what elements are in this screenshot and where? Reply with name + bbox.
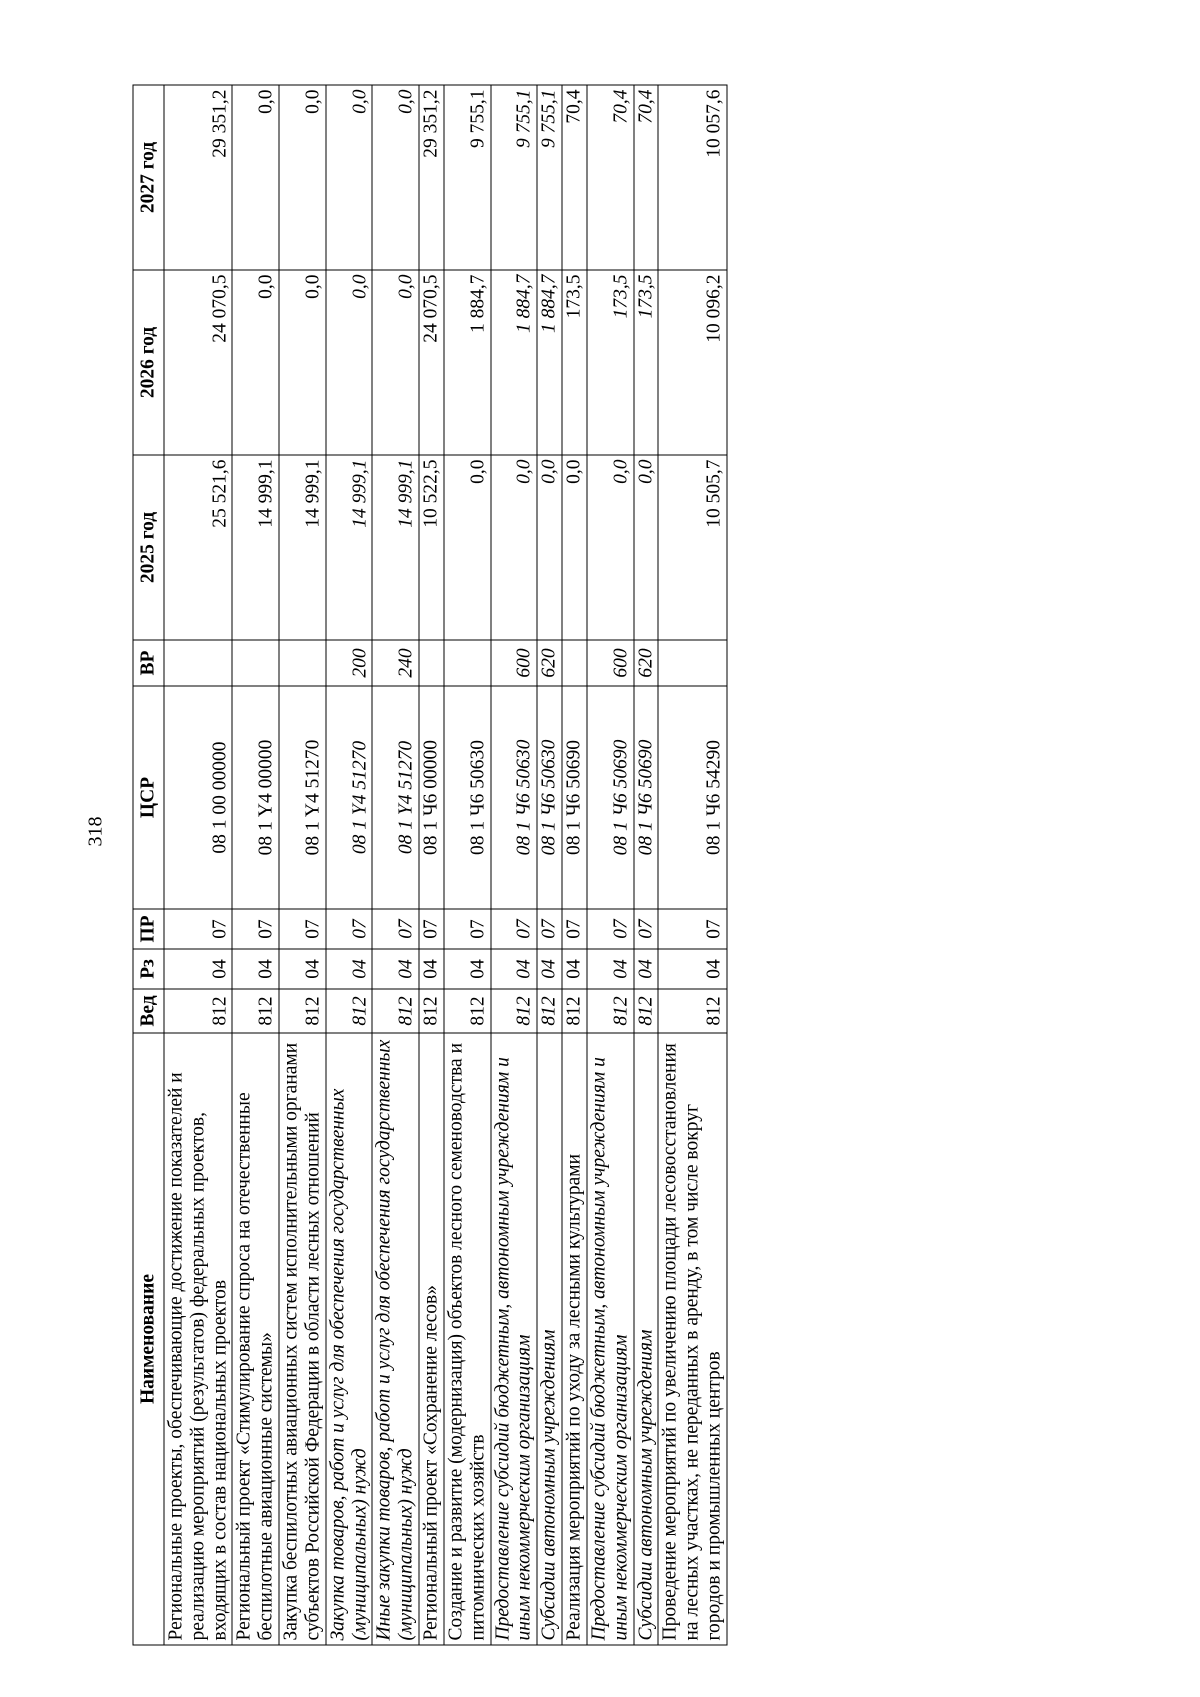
cell-csr: 08 1 Ч6 50630 <box>537 686 562 909</box>
header-2026: 2026 год <box>133 270 164 455</box>
cell-2026: 10 096,2 <box>658 270 726 455</box>
cell-name: Региональные проекты, обеспечивающие достижение показателей и реализацию мероприятий (результатов) федеральных проектов, входящих в состав национальных проектов <box>164 1033 232 1645</box>
cell-pr: 07 <box>279 909 326 949</box>
cell-vr <box>562 640 587 686</box>
cell-2027: 0,0 <box>279 85 326 270</box>
cell-ved: 812 <box>232 989 279 1033</box>
cell-2025: 25 521,6 <box>164 455 232 640</box>
cell-name: Региональный проект «Сохранение лесов» <box>419 1033 444 1645</box>
cell-2026: 24 070,5 <box>419 270 444 455</box>
cell-csr: 08 1 Ч6 00000 <box>419 686 444 909</box>
header-rz: Рз <box>133 949 164 989</box>
cell-2027: 9 755,1 <box>537 85 562 270</box>
cell-csr: 08 1 Ч6 50630 <box>491 686 538 909</box>
cell-name: Предоставление субсидий бюджетным, автономным учреждениям и иным некоммерческим организациям <box>587 1033 634 1645</box>
cell-2027: 70,4 <box>562 85 587 270</box>
header-ved: Вед <box>133 989 164 1033</box>
header-vr: ВР <box>133 640 164 686</box>
cell-csr: 08 1 Ч6 50630 <box>444 686 491 909</box>
table-row <box>279 85 326 1645</box>
header-2027: 2027 год <box>133 85 164 270</box>
table-row <box>491 85 538 1645</box>
cell-2025: 0,0 <box>537 455 562 640</box>
cell-ved: 812 <box>491 989 538 1033</box>
cell-rz: 04 <box>491 949 538 989</box>
cell-pr: 07 <box>562 909 587 949</box>
cell-csr: 08 1 Ч6 50690 <box>634 686 659 909</box>
cell-2025: 14 999,1 <box>326 455 373 640</box>
cell-csr: 08 1 Y4 51270 <box>372 686 419 909</box>
table-row <box>164 85 232 1645</box>
cell-pr: 07 <box>444 909 491 949</box>
cell-ved: 812 <box>372 989 419 1033</box>
cell-vr: 200 <box>326 640 373 686</box>
header-pr: ПР <box>133 909 164 949</box>
cell-2027: 9 755,1 <box>491 85 538 270</box>
cell-vr <box>658 640 726 686</box>
cell-csr: 08 1 Y4 51270 <box>279 686 326 909</box>
table-row <box>658 85 726 1645</box>
cell-csr: 08 1 Y4 00000 <box>232 686 279 909</box>
cell-rz: 04 <box>164 949 232 989</box>
cell-2025: 0,0 <box>562 455 587 640</box>
cell-2025: 14 999,1 <box>232 455 279 640</box>
cell-rz: 04 <box>444 949 491 989</box>
cell-rz: 04 <box>658 949 726 989</box>
cell-vr <box>232 640 279 686</box>
cell-csr: 08 1 Ч6 54290 <box>658 686 726 909</box>
table-row <box>326 85 373 1645</box>
table-row <box>562 85 587 1645</box>
cell-2027: 10 057,6 <box>658 85 726 270</box>
cell-name: Субсидии автономным учреждениям <box>634 1033 659 1645</box>
cell-ved: 812 <box>562 989 587 1033</box>
header-2025: 2025 год <box>133 455 164 640</box>
cell-2026: 0,0 <box>232 270 279 455</box>
cell-csr: 08 1 Ч6 50690 <box>562 686 587 909</box>
cell-name: Реализация мероприятий по уходу за лесными культурами <box>562 1033 587 1645</box>
cell-2027: 0,0 <box>326 85 373 270</box>
cell-2027: 0,0 <box>372 85 419 270</box>
cell-ved: 812 <box>658 989 726 1033</box>
cell-rz: 04 <box>326 949 373 989</box>
cell-2026: 0,0 <box>326 270 373 455</box>
table-row <box>444 85 491 1645</box>
cell-pr: 07 <box>491 909 538 949</box>
cell-2026: 1 884,7 <box>444 270 491 455</box>
table-body <box>164 85 727 1645</box>
cell-2026: 1 884,7 <box>537 270 562 455</box>
cell-csr: 08 1 00 00000 <box>164 686 232 909</box>
cell-2026: 173,5 <box>587 270 634 455</box>
cell-2025: 0,0 <box>634 455 659 640</box>
cell-2025: 14 999,1 <box>372 455 419 640</box>
cell-vr: 600 <box>491 640 538 686</box>
cell-csr: 08 1 Ч6 50690 <box>587 686 634 909</box>
cell-2026: 173,5 <box>634 270 659 455</box>
cell-2025: 0,0 <box>444 455 491 640</box>
cell-2027: 70,4 <box>634 85 659 270</box>
cell-2027: 29 351,2 <box>164 85 232 270</box>
cell-2027: 0,0 <box>232 85 279 270</box>
cell-pr: 07 <box>232 909 279 949</box>
cell-2026: 173,5 <box>562 270 587 455</box>
table-row <box>634 85 659 1645</box>
cell-rz: 04 <box>279 949 326 989</box>
cell-vr: 600 <box>587 640 634 686</box>
cell-2026: 0,0 <box>372 270 419 455</box>
cell-name: Закупка беспилотных авиационных систем исполнительными органами субъектов Российской Федерации в области лесных отношений <box>279 1033 326 1645</box>
cell-2026: 1 884,7 <box>491 270 538 455</box>
cell-2027: 9 755,1 <box>444 85 491 270</box>
header-csr: ЦСР <box>133 686 164 909</box>
cell-name: Региональный проект «Стимулирование спроса на отечественные беспилотные авиационные системы» <box>232 1033 279 1645</box>
page-number: 318 <box>84 816 107 847</box>
table-row <box>419 85 444 1645</box>
cell-vr: 620 <box>634 640 659 686</box>
cell-rz: 04 <box>232 949 279 989</box>
cell-name: Закупка товаров, работ и услуг для обеспечения государственных (муниципальных) нужд <box>326 1033 373 1645</box>
cell-vr <box>444 640 491 686</box>
cell-ved: 812 <box>634 989 659 1033</box>
cell-pr: 07 <box>587 909 634 949</box>
cell-name: Проведение мероприятий по увеличению площади лесовосстановления на лесных участках, не переданных в аренду, в том числе вокруг городов и промышленных центров <box>658 1033 726 1645</box>
budget-table <box>133 84 728 1645</box>
cell-pr: 07 <box>419 909 444 949</box>
cell-vr <box>164 640 232 686</box>
cell-ved: 812 <box>444 989 491 1033</box>
rotated-table-container <box>133 85 1048 1645</box>
cell-2025: 10 505,7 <box>658 455 726 640</box>
cell-pr: 07 <box>658 909 726 949</box>
cell-pr: 07 <box>372 909 419 949</box>
cell-pr: 07 <box>537 909 562 949</box>
cell-rz: 04 <box>537 949 562 989</box>
cell-rz: 04 <box>634 949 659 989</box>
cell-csr: 08 1 Y4 51270 <box>326 686 373 909</box>
table-row <box>232 85 279 1645</box>
cell-vr: 620 <box>537 640 562 686</box>
cell-2026: 24 070,5 <box>164 270 232 455</box>
cell-pr: 07 <box>634 909 659 949</box>
header-row <box>133 85 164 1645</box>
cell-rz: 04 <box>372 949 419 989</box>
cell-ved: 812 <box>587 989 634 1033</box>
cell-pr: 07 <box>164 909 232 949</box>
cell-name: Предоставление субсидий бюджетным, автономным учреждениям и иным некоммерческим организациям <box>491 1033 538 1645</box>
cell-ved: 812 <box>326 989 373 1033</box>
cell-name: Субсидии автономным учреждениям <box>537 1033 562 1645</box>
cell-2025: 0,0 <box>491 455 538 640</box>
cell-2025: 10 522,5 <box>419 455 444 640</box>
cell-ved: 812 <box>419 989 444 1033</box>
cell-rz: 04 <box>562 949 587 989</box>
cell-vr: 240 <box>372 640 419 686</box>
cell-ved: 812 <box>164 989 232 1033</box>
cell-rz: 04 <box>419 949 444 989</box>
table-row <box>587 85 634 1645</box>
cell-pr: 07 <box>326 909 373 949</box>
cell-2025: 0,0 <box>587 455 634 640</box>
cell-2027: 29 351,2 <box>419 85 444 270</box>
cell-name: Создание и развитие (модернизация) объектов лесного семеноводства и питомнических хозяйств <box>444 1033 491 1645</box>
header-name: Наименование <box>133 1033 164 1645</box>
cell-rz: 04 <box>587 949 634 989</box>
cell-2027: 70,4 <box>587 85 634 270</box>
cell-vr <box>419 640 444 686</box>
cell-2025: 14 999,1 <box>279 455 326 640</box>
cell-vr <box>279 640 326 686</box>
cell-name: Иные закупки товаров, работ и услуг для обеспечения государственных (муниципальных) нужд <box>372 1033 419 1645</box>
cell-ved: 812 <box>537 989 562 1033</box>
cell-2026: 0,0 <box>279 270 326 455</box>
table-row <box>537 85 562 1645</box>
table-row <box>372 85 419 1645</box>
cell-ved: 812 <box>279 989 326 1033</box>
